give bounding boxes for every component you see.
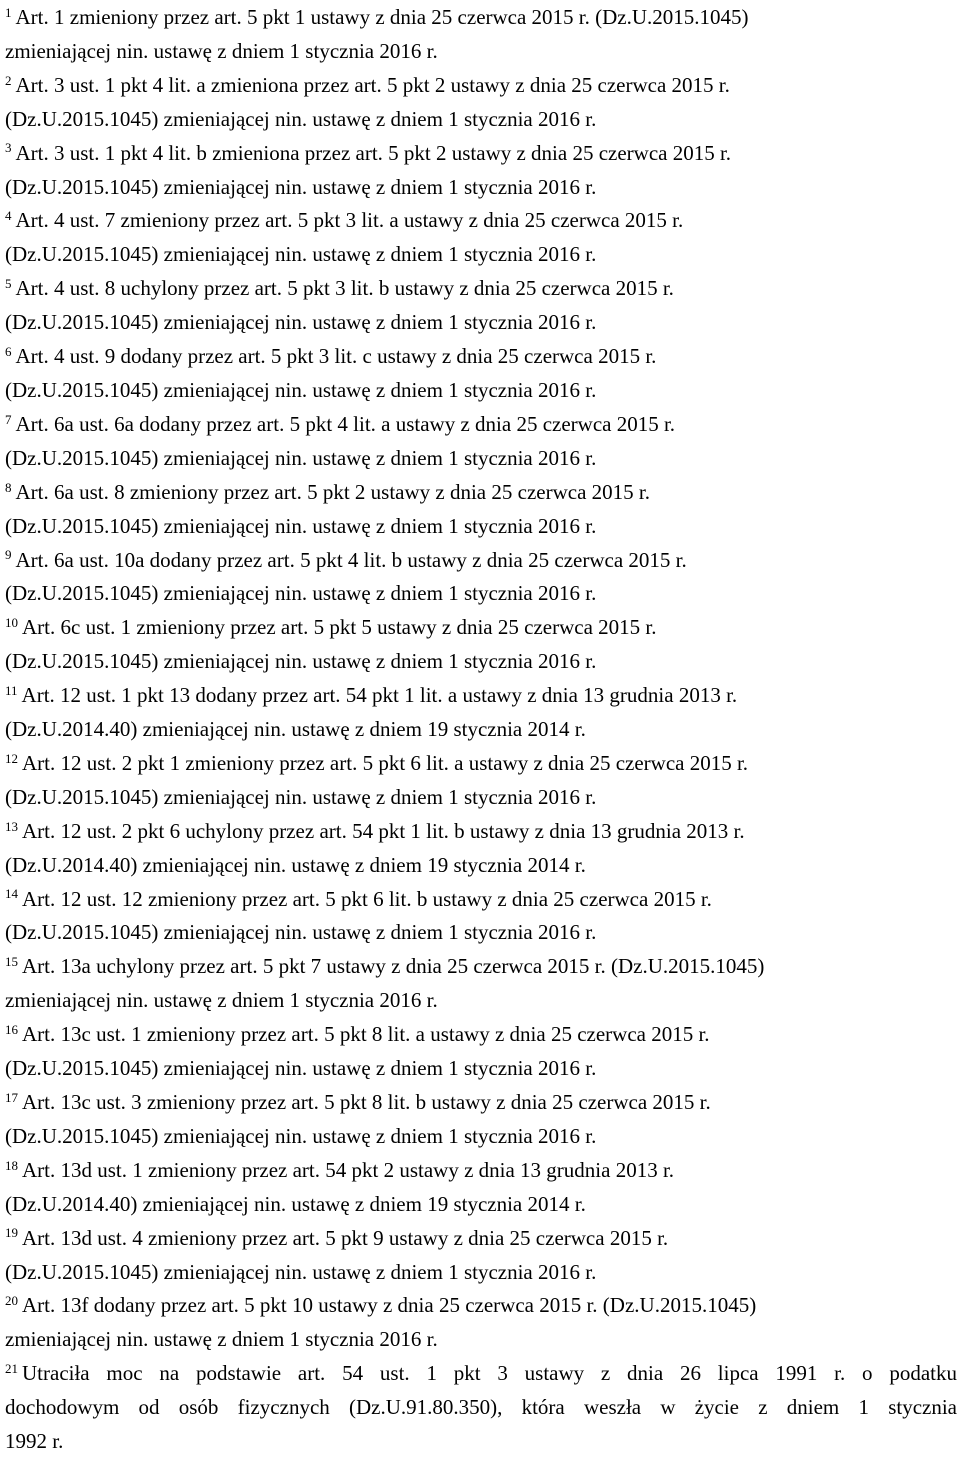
footnote-text: Art. 13a uchylony przez art. 5 pkt 7 ustawy z dnia 25 czerwca 2015 r. (Dz.U.2015.1045) bbox=[22, 954, 765, 979]
footnote-number: 2 bbox=[5, 72, 12, 88]
footnote-16 bbox=[5, 1018, 960, 1086]
footnote-line: (Dz.U.2015.1045) zmieniającej nin. ustawę z dniem 1 stycznia 2016 r. bbox=[5, 310, 597, 335]
footnote-text: Art. 3 ust. 1 pkt 4 lit. a zmieniona przez art. 5 pkt 2 ustawy z dnia 25 czerwca 2015 r. bbox=[15, 72, 730, 97]
footnote-line bbox=[5, 1357, 957, 1391]
footnote-line bbox=[5, 1086, 960, 1120]
footnote-number: 21 bbox=[5, 1361, 18, 1377]
footnote-line bbox=[5, 1289, 960, 1323]
footnote-number: 8 bbox=[5, 479, 12, 495]
footnote-line: (Dz.U.2015.1045) zmieniającej nin. ustawę z dniem 1 stycznia 2016 r. bbox=[5, 784, 597, 809]
footnote-17 bbox=[5, 1086, 960, 1154]
footnote-20 bbox=[5, 1289, 960, 1357]
footnote-line: (Dz.U.2015.1045) zmieniającej nin. ustawę z dniem 1 stycznia 2016 r. bbox=[5, 1259, 597, 1284]
footnote-11 bbox=[5, 679, 960, 747]
footnote-number: 15 bbox=[5, 954, 18, 970]
footnote-line bbox=[5, 476, 960, 510]
footnote-line bbox=[5, 69, 960, 103]
footnote-text: Art. 4 ust. 7 zmieniony przez art. 5 pkt 3 lit. a ustawy z dnia 25 czerwca 2015 r. bbox=[15, 208, 684, 233]
footnote-number: 16 bbox=[5, 1022, 18, 1038]
footnote-12 bbox=[5, 747, 960, 815]
footnote-text: Art. 12 ust. 2 pkt 6 uchylony przez art. 54 pkt 1 lit. b ustawy z dnia 13 grudnia 2013 r. bbox=[22, 818, 745, 843]
footnote-line: (Dz.U.2014.40) zmieniającej nin. ustawę z dniem 19 stycznia 2014 r. bbox=[5, 717, 586, 742]
footnote-3 bbox=[5, 137, 960, 205]
footnote-line bbox=[5, 1018, 960, 1052]
footnote-text: Art. 4 ust. 8 uchylony przez art. 5 pkt 3 lit. b ustawy z dnia 25 czerwca 2015 r. bbox=[15, 276, 674, 301]
footnote-number: 11 bbox=[5, 682, 18, 698]
footnote-8 bbox=[5, 476, 960, 544]
footnote-line: dochodowym od osób fizycznych (Dz.U.91.80.350), która weszła w życie z dniem 1 stycznia bbox=[5, 1395, 957, 1420]
footnote-15 bbox=[5, 950, 960, 1018]
footnote-line: (Dz.U.2015.1045) zmieniającej nin. ustawę z dniem 1 stycznia 2016 r. bbox=[5, 1123, 597, 1148]
footnote-number: 9 bbox=[5, 547, 12, 563]
footnote-text: Utraciła moc na podstawie art. 54 ust. 1 pkt 3 ustawy z dnia 26 lipca 1991 r. o podatku bbox=[22, 1361, 957, 1386]
footnote-18 bbox=[5, 1154, 960, 1222]
footnote-text: Art. 6a ust. 6a dodany przez art. 5 pkt 4 lit. a ustawy z dnia 25 czerwca 2015 r. bbox=[15, 411, 676, 436]
footnote-line: (Dz.U.2015.1045) zmieniającej nin. ustawę z dniem 1 stycznia 2016 r. bbox=[5, 513, 597, 538]
footnote-number: 12 bbox=[5, 750, 18, 766]
footnote-line: (Dz.U.2015.1045) zmieniającej nin. ustawę z dniem 1 stycznia 2016 r. bbox=[5, 649, 597, 674]
footnote-line bbox=[5, 544, 960, 578]
footnote-number: 19 bbox=[5, 1225, 18, 1241]
footnote-line bbox=[5, 747, 960, 781]
footnote-line bbox=[5, 1, 960, 35]
footnote-5 bbox=[5, 272, 960, 340]
footnote-line: (Dz.U.2015.1045) zmieniającej nin. ustawę z dniem 1 stycznia 2016 r. bbox=[5, 174, 597, 199]
footnote-text: Art. 1 zmieniony przez art. 5 pkt 1 ustawy z dnia 25 czerwca 2015 r. (Dz.U.2015.1045) bbox=[15, 5, 749, 29]
footnote-9 bbox=[5, 544, 960, 612]
footnote-number: 13 bbox=[5, 818, 18, 834]
footnote-line: (Dz.U.2014.40) zmieniającej nin. ustawę z dniem 19 stycznia 2014 r. bbox=[5, 1191, 586, 1216]
footnote-line: zmieniającej nin. ustawę z dniem 1 stycznia 2016 r. bbox=[5, 1327, 438, 1352]
footnote-line: (Dz.U.2015.1045) zmieniającej nin. ustawę z dniem 1 stycznia 2016 r. bbox=[5, 920, 597, 945]
footnote-line: (Dz.U.2015.1045) zmieniającej nin. ustawę z dniem 1 stycznia 2016 r. bbox=[5, 106, 597, 131]
footnote-line bbox=[5, 950, 960, 984]
footnote-number: 6 bbox=[5, 343, 12, 359]
footnote-line bbox=[5, 272, 960, 306]
footnote-line bbox=[5, 137, 960, 171]
footnote-number: 17 bbox=[5, 1089, 18, 1105]
footnote-line bbox=[5, 815, 960, 849]
footnote-line: (Dz.U.2015.1045) zmieniającej nin. ustawę z dniem 1 stycznia 2016 r. bbox=[5, 242, 597, 267]
footnote-line: (Dz.U.2015.1045) zmieniającej nin. ustawę z dniem 1 stycznia 2016 r. bbox=[5, 581, 597, 606]
footnote-number: 1 bbox=[5, 4, 12, 20]
footnote-text: Art. 3 ust. 1 pkt 4 lit. b zmieniona przez art. 5 pkt 2 ustawy z dnia 25 czerwca 2015 r. bbox=[15, 140, 732, 165]
footnote-19 bbox=[5, 1222, 960, 1290]
footnote-number: 20 bbox=[5, 1293, 18, 1309]
footnote-number: 4 bbox=[5, 208, 12, 224]
footnote-6 bbox=[5, 340, 960, 408]
footnote-text: Art. 13c ust. 3 zmieniony przez art. 5 pkt 8 lit. b ustawy z dnia 25 czerwca 2015 r. bbox=[22, 1090, 711, 1114]
footnote-line bbox=[5, 1154, 960, 1188]
footnote-14 bbox=[5, 883, 960, 951]
footnote-text: Art. 6a ust. 8 zmieniony przez art. 5 pkt 2 ustawy z dnia 25 czerwca 2015 r. bbox=[15, 479, 650, 504]
footnote-number: 7 bbox=[5, 411, 12, 427]
footnote-21 bbox=[5, 1357, 960, 1459]
footnote-line: 1992 r. bbox=[5, 1429, 64, 1454]
footnote-text: Art. 12 ust. 2 pkt 1 zmieniony przez art. 5 pkt 6 lit. a ustawy z dnia 25 czerwca 2015 r. bbox=[22, 750, 749, 775]
footnote-number: 3 bbox=[5, 140, 12, 156]
footnote-text: Art. 12 ust. 1 pkt 13 dodany przez art. 54 pkt 1 lit. a ustawy z dnia 13 grudnia 2013 r. bbox=[21, 683, 738, 708]
footnote-4 bbox=[5, 204, 960, 272]
footnote-text: Art. 6c ust. 1 zmieniony przez art. 5 pkt 5 ustawy z dnia 25 czerwca 2015 r. bbox=[22, 615, 657, 640]
footnote-10 bbox=[5, 611, 960, 679]
footnote-number: 14 bbox=[5, 886, 18, 902]
footnote-2 bbox=[5, 69, 960, 137]
footnote-line: (Dz.U.2015.1045) zmieniającej nin. ustawę z dniem 1 stycznia 2016 r. bbox=[5, 445, 597, 470]
footnote-line: zmieniającej nin. ustawę z dniem 1 stycznia 2016 r. bbox=[5, 38, 438, 63]
footnote-1 bbox=[5, 1, 960, 69]
footnote-13 bbox=[5, 815, 960, 883]
footnote-line bbox=[5, 611, 960, 645]
footnote-text: Art. 13f dodany przez art. 5 pkt 10 ustawy z dnia 25 czerwca 2015 r. (Dz.U.2015.1045) bbox=[22, 1293, 757, 1318]
footnote-text: Art. 4 ust. 9 dodany przez art. 5 pkt 3 lit. c ustawy z dnia 25 czerwca 2015 r. bbox=[15, 344, 657, 369]
footnote-line bbox=[5, 408, 960, 442]
footnote-line bbox=[5, 1222, 960, 1256]
footnote-line: (Dz.U.2015.1045) zmieniającej nin. ustawę z dniem 1 stycznia 2016 r. bbox=[5, 1056, 597, 1081]
footnote-text: Art. 12 ust. 12 zmieniony przez art. 5 pkt 6 lit. b ustawy z dnia 25 czerwca 2015 r. bbox=[22, 886, 712, 911]
footnote-number: 18 bbox=[5, 1157, 18, 1173]
footnote-number: 10 bbox=[5, 615, 18, 631]
footnote-text: Art. 6a ust. 10a dodany przez art. 5 pkt 4 lit. b ustawy z dnia 25 czerwca 2015 r. bbox=[15, 547, 687, 572]
footnote-line: zmieniającej nin. ustawę z dniem 1 stycznia 2016 r. bbox=[5, 988, 438, 1013]
footnote-7 bbox=[5, 408, 960, 476]
footnote-line: (Dz.U.2015.1045) zmieniającej nin. ustawę z dniem 1 stycznia 2016 r. bbox=[5, 377, 597, 402]
footnote-text: Art. 13c ust. 1 zmieniony przez art. 5 pkt 8 lit. a ustawy z dnia 25 czerwca 2015 r. bbox=[22, 1022, 710, 1047]
footnote-line bbox=[5, 204, 960, 238]
footnote-line: (Dz.U.2014.40) zmieniającej nin. ustawę z dniem 19 stycznia 2014 r. bbox=[5, 852, 586, 877]
footnote-text: Art. 13d ust. 1 zmieniony przez art. 54 pkt 2 ustawy z dnia 13 grudnia 2013 r. bbox=[22, 1157, 675, 1182]
footnote-text: Art. 13d ust. 4 zmieniony przez art. 5 pkt 9 ustawy z dnia 25 czerwca 2015 r. bbox=[22, 1225, 669, 1250]
footnote-line bbox=[5, 883, 960, 917]
footnote-number: 5 bbox=[5, 276, 12, 292]
footnote-line bbox=[5, 679, 960, 713]
footnote-line bbox=[5, 340, 960, 374]
